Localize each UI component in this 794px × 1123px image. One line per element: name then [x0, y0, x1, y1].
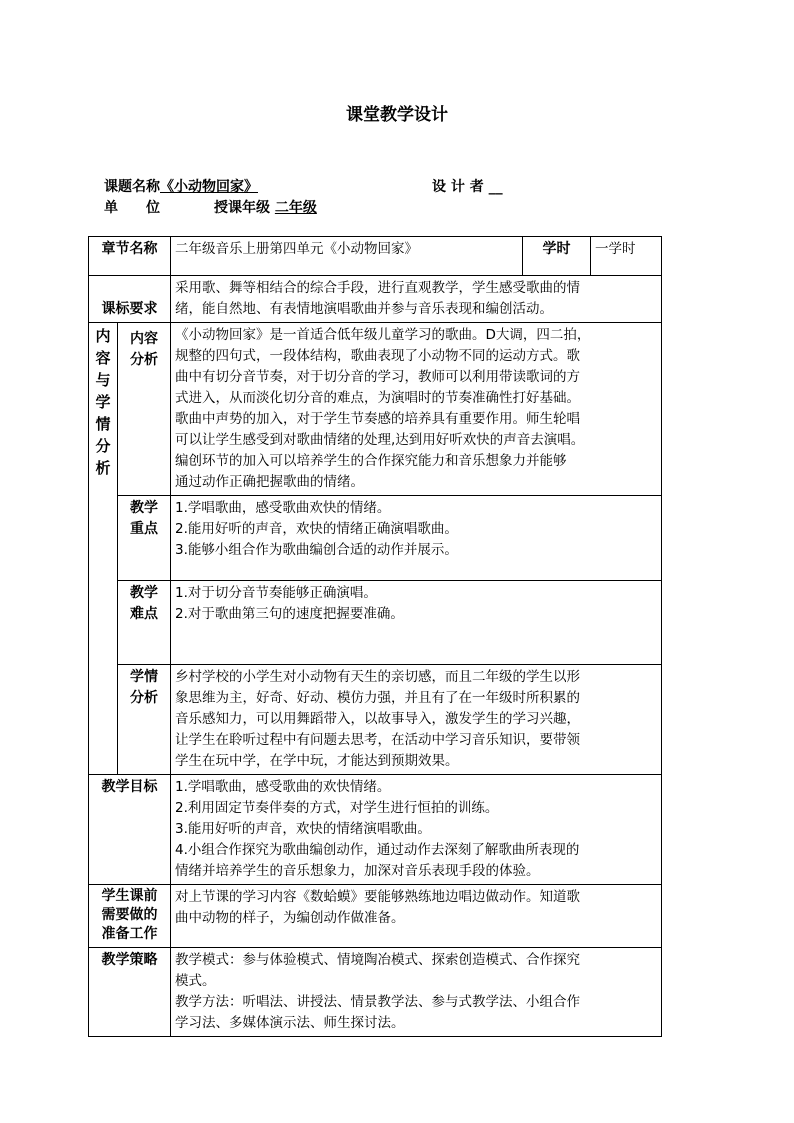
content-label: 内容 分析: [118, 323, 171, 496]
difficulties-label: 教学 难点: [118, 581, 171, 665]
content-text: 《小动物回家》是一首适合低年级儿童学习的歌曲。D大调，四二拍， 规整的四句式，一段体结构，歌曲表现了小动物不同的运动方式。歌 曲中有切分音节奏，对于切分音的学习，教师可以利用带读歌词的方 式进入，从而淡化切分音的难点，为演唱时的节奏准确性打好基础。 歌曲中声势的加入，对于学生节奏感的培养具有重要作用。师生轮唱 可以让学生感受到对歌曲情绪的处理,达到用好听欢快的声音去演唱。 编创环节的加入可以培养学生的合作探究能力和音乐想象力并能够 通过动作正确把握歌曲的情绪。: [171, 323, 662, 496]
standard-label: 课标要求: [89, 276, 171, 323]
learners-text: 乡村学校的小学生对小动物有天生的亲切感，而且二年级的学生以形 象思维为主，好奇、好动、模仿力强，并且有了在一年级时所积累的 音乐感知力，可以用舞蹈带入，以故事导入，激发学生的学习兴趣， 让学生在聆听过程中有问题去思考，在活动中学习音乐知识，要带领 学生在玩中学，在学中玩，才能达到预期效果。: [171, 665, 662, 775]
learners-label: 学情 分析: [118, 665, 171, 775]
strategy-row: [89, 948, 662, 1037]
preparation-label: 学生课前 需要做的 准备工作: [89, 885, 171, 948]
difficulties-row: [89, 581, 662, 665]
standard-row: [89, 276, 662, 323]
preparation-row: [89, 885, 662, 948]
unit-label: 单 位: [104, 200, 160, 216]
hours-value: 一学时: [591, 237, 662, 276]
difficulties-text: 1.对于切分音节奏能够正确演唱。 2.对于歌曲第三句的速度把握要准确。: [171, 581, 662, 665]
grade-label: 授课年级: [214, 200, 270, 216]
lesson-plan-table: [88, 236, 662, 1037]
topic-value: 《小动物回家》: [160, 179, 258, 195]
chapter-label: 章节名称: [89, 237, 171, 276]
strategy-text: 教学模式：参与体验模式、情境陶冶模式、探索创造模式、合作探究 模式。 教学方法：听唱法、讲授法、情景教学法、参与式教学法、小组合作 学习法、多媒体演示法、师生探讨法。: [171, 948, 662, 1037]
chapter-value: 二年级音乐上册第四单元《小动物回家》: [171, 237, 523, 276]
preparation-text: 对上节课的学习内容《数蛤蟆》要能够熟练地边唱边做动作。知道歌 曲中动物的样子，为编创动作做准备。: [171, 885, 662, 948]
key-points-label: 教学 重点: [118, 496, 171, 581]
grade-row: [214, 197, 317, 217]
learners-row: [89, 665, 662, 775]
designer-value: __: [488, 179, 503, 195]
designer-label: 设 计 者: [432, 179, 484, 195]
topic-label: 课题名称: [104, 179, 160, 195]
grade-value: 二年级: [274, 200, 317, 216]
objectives-label: 教学目标: [89, 775, 171, 885]
objectives-text: 1.学唱歌曲，感受歌曲的欢快情绪。 2.利用固定节奏伴奏的方式，对学生进行恒拍的训练。 3.能用好听的声音，欢快的情绪演唱歌曲。 4.小组合作探究为歌曲编创动作，通过动作去深刻了解歌曲所表现的 情绪并培养学生的音乐想象力，加深对音乐表现手段的体验。: [171, 775, 662, 885]
unit-row: [104, 197, 174, 217]
chapter-row: [89, 237, 662, 276]
page-title: 课堂教学设计: [346, 105, 448, 125]
standard-text: 采用歌、舞等相结合的综合手段，进行直观教学，学生感受歌曲的情 绪，能自然地、有表情地演唱歌曲并参与音乐表现和编创活动。: [171, 276, 662, 323]
topic-row: [104, 176, 258, 196]
hours-label: 学时: [523, 237, 591, 276]
key-points-row: [89, 496, 662, 581]
objectives-row: [89, 775, 662, 885]
strategy-label: 教学策略: [89, 948, 171, 1037]
designer-row: [432, 176, 503, 196]
analysis-label: 内容与学情分析: [89, 323, 118, 775]
content-analysis-row: [89, 323, 662, 496]
key-points-text: 1.学唱歌曲，感受歌曲欢快的情绪。 2.能用好听的声音，欢快的情绪正确演唱歌曲。 3.能够小组合作为歌曲编创合适的动作并展示。: [171, 496, 662, 581]
